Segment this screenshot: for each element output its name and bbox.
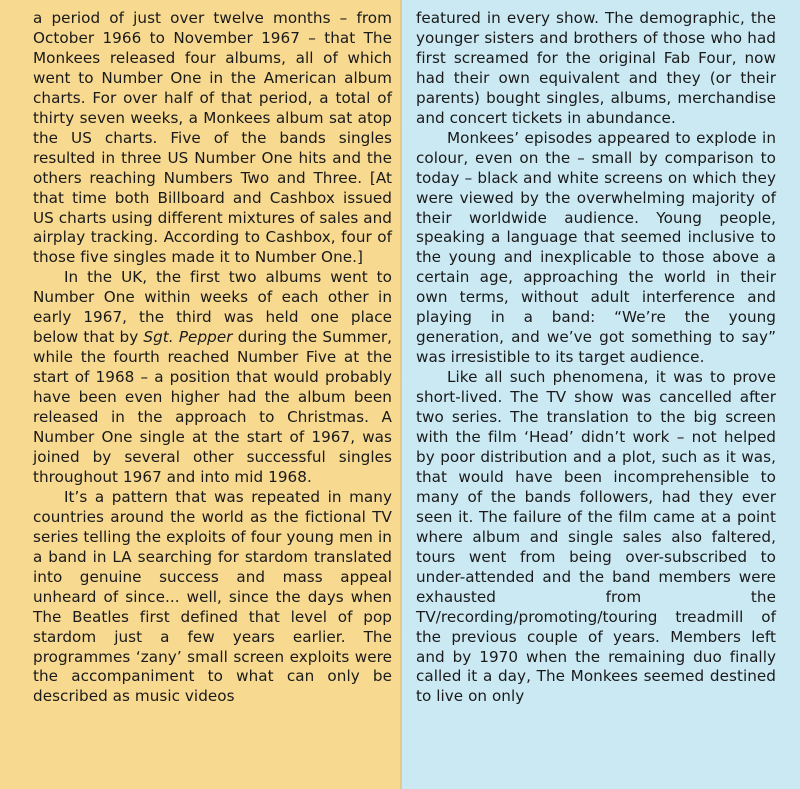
left-paragraph-1: a period of just over twelve months – from October 1966 to November 1967 – that The Monkees released four albums, all of which went to Number One in the American album charts. For over half of that period, a total of thirty seven weeks, a Monkees album sat atop the US charts. Five of the bands singles resulted in three US Number One hits and the others reaching Numbers Two and Three. [At that time both Billboard and Cashbox issued US charts using different mixtures of sales and airplay tracking. According to Cashbox, four of those five singles made it to Number One.] bbox=[33, 9, 392, 267]
right-page bbox=[402, 0, 800, 789]
right-paragraph-2: Monkees’ episodes appeared to explode in colour, even on the – small by comparison to today – black and white screens on which they were viewed by the overwhelming majority of their worldwide audience. Young people, speaking a language that seemed inclusive to the young and inexplicable to those above a certain age, approaching the world in their own terms, without adult interference and playing in a band: “We’re the young generation, and we’ve got something to say” was irresistible to its target audience. bbox=[416, 128, 776, 367]
left-paragraph-2 bbox=[33, 268, 392, 487]
album-title-sgt-pepper: Sgt. Pepper bbox=[143, 328, 233, 347]
right-paragraph-1: featured in every show. The demographic, the younger sisters and brothers of those who had first screamed for the original Fab Four, now had their own equivalent and they (or their parents) bought singles, albums, merchandise and concert tickets in abundance. bbox=[416, 9, 776, 127]
left-paragraph-3: It’s a pattern that was repeated in many countries around the world as the fictional TV series telling the exploits of four young men in a band in LA searching for stardom translated into genuine success and mass appeal unheard of since... well, since the days when The Beatles first defined that level of pop stardom just a few years earlier. The programmes ‘zany’ small screen exploits were the accompaniment to what can only be described as music videos bbox=[33, 487, 392, 706]
left-paragraph-2-text-a: In the UK, the first two albums went to Number One within weeks of each other in early 1967, the third was held one place below that by bbox=[33, 268, 392, 347]
right-paragraph-3: Like all such phenomena, it was to prove short-lived. The TV show was cancelled after two series. The translation to the big screen with the film ‘Head’ didn’t work – not helped by poor distribution and a plot, such as it was, that would have been incomprehensible to many of the bands followers, had they ever seen it. The failure of the film came at a point where album and single sales also faltered, tours went from being over-subscribed to under-attended and the band members were exhausted from the TV/recording/promoting/touring treadmill of the previous couple of years. Members left and by 1970 when the remaining duo finally called it a day, The Monkees seemed destined to live on only bbox=[416, 368, 776, 706]
left-paragraph-2-text-b: during the Summer, while the fourth reached Number Five at the start of 1968 – a position that would probably have been even higher had the album been released in the approach to Christmas. A Number One single at the start of 1967, was joined by several other successful singles throughout 1967 and into mid 1968. bbox=[33, 328, 393, 486]
